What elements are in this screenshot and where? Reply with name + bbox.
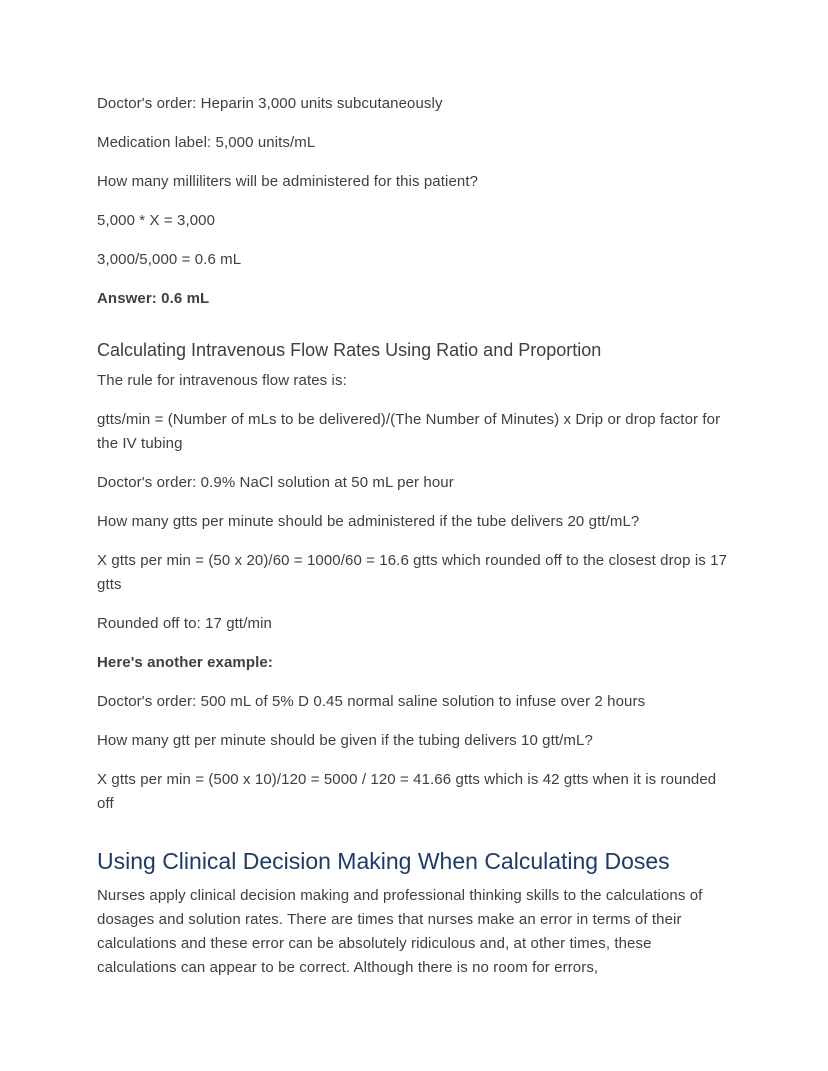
- paragraph-question-gtts-20: How many gtts per minute should be administered if the tube delivers 20 gtt/mL?: [97, 513, 640, 530]
- paragraph-equation-1: 5,000 * X = 3,000: [97, 212, 216, 229]
- paragraph-rounded-off: Rounded off to: 17 gtt/min: [97, 615, 272, 632]
- section-heading-iv-flow-rates: Calculating Intravenous Flow Rates Using Ratio and Proportion: [97, 340, 602, 360]
- paragraph-rule-intro: The rule for intravenous flow rates is:: [97, 372, 347, 389]
- paragraph-doctors-order-nacl: Doctor's order: 0.9% NaCl solution at 50 mL per hour: [97, 474, 454, 491]
- paragraph-nurses-clinical-decision: Nurses apply clinical decision making and professional thinking skills to the calculations of dosages and solution rates. There are times that nurses make an error in terms of their calculations and these error can be absolutely ridiculous and, at other times, these calculations can appear to be correct. Although there is no room for errors,: [97, 887, 703, 976]
- paragraph-another-example: Here's another example:: [97, 654, 273, 671]
- paragraph-question-milliliters: How many milliliters will be administered for this patient?: [97, 173, 479, 190]
- paragraph-question-gtts-10: How many gtt per minute should be given if the tubing delivers 10 gtt/mL?: [97, 732, 593, 749]
- paragraph-gtts-calculation-2: X gtts per min = (500 x 10)/120 = 5000 / 120 = 41.66 gtts which is 42 gtts when it is rounded off: [97, 771, 717, 812]
- paragraph-doctors-order-saline: Doctor's order: 500 mL of 5% D 0.45 normal saline solution to infuse over 2 hours: [97, 693, 646, 710]
- main-heading-clinical-decision-making: Using Clinical Decision Making When Calculating Doses: [97, 848, 670, 874]
- paragraph-gtts-calculation-1: X gtts per min = (50 x 20)/60 = 1000/60 = 16.6 gtts which rounded off to the closest drop is 17 gtts: [97, 552, 728, 593]
- paragraph-equation-2: 3,000/5,000 = 0.6 mL: [97, 251, 242, 268]
- paragraph-doctors-order-heparin: Doctor's order: Heparin 3,000 units subcutaneously: [97, 95, 443, 112]
- paragraph-medication-label: Medication label: 5,000 units/mL: [97, 134, 316, 151]
- document-content: [97, 0, 731, 980]
- paragraph-answer: Answer: 0.6 mL: [97, 290, 210, 307]
- paragraph-flow-rate-formula: gtts/min = (Number of mLs to be delivered)/(The Number of Minutes) x Drip or drop factor for the IV tubing: [97, 411, 721, 452]
